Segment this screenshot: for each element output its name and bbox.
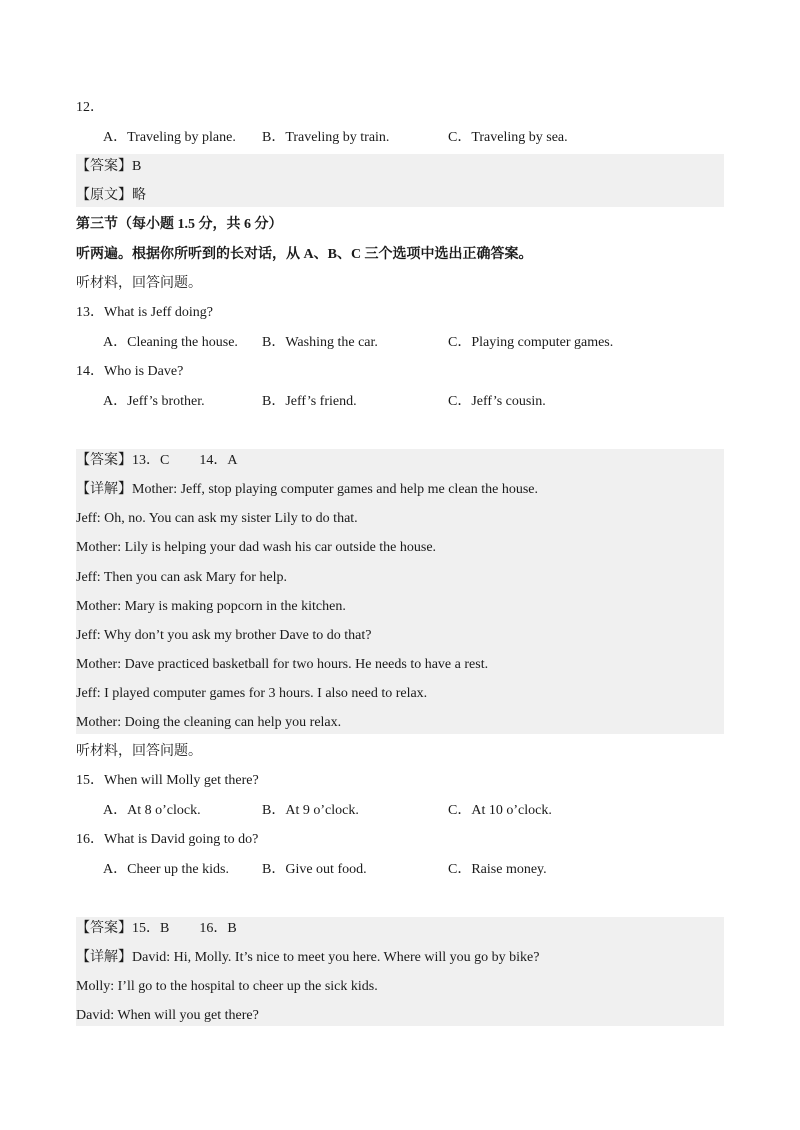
answer-15: 【答案】15．B bbox=[76, 921, 170, 936]
answer-13-14 bbox=[76, 451, 237, 471]
option-b: B．Give out food. bbox=[262, 862, 367, 877]
explain-line: Jeff: Why don’t you ask my brother Dave to do that? bbox=[76, 628, 372, 643]
explain-line: Jeff: Oh, no. You can ask my sister Lily to do that. bbox=[76, 511, 358, 526]
listening-intro-1: 听材料，回答问题。 bbox=[76, 276, 202, 291]
option-a: A．Cleaning the house. bbox=[103, 335, 238, 350]
option-c: C．Traveling by sea. bbox=[448, 130, 568, 145]
explain-line: Mother: Mary is making popcorn in the kitchen. bbox=[76, 599, 346, 614]
question-13-options bbox=[76, 333, 724, 353]
question-12-options bbox=[76, 128, 724, 148]
answer-16: 16．B bbox=[199, 921, 237, 936]
answer-13: 【答案】13．C bbox=[76, 453, 170, 468]
option-b: B．Washing the car. bbox=[262, 335, 378, 350]
answer-15-16 bbox=[76, 919, 237, 939]
explain-line: 【详解】David: Hi, Molly. It’s nice to meet you here. Where will you go by bike? bbox=[76, 950, 540, 965]
explain-line: 【详解】Mother: Jeff, stop playing computer games and help me clean the house. bbox=[76, 482, 539, 497]
section-instruction: 听两遍。根据你所听到的长对话，从 A、B、C 三个选项中选出正确答案。 bbox=[76, 247, 533, 262]
option-a: A．Traveling by plane. bbox=[103, 130, 236, 145]
explain-line: Jeff: I played computer games for 3 hours. I also need to relax. bbox=[76, 686, 428, 701]
option-a: A．Cheer up the kids. bbox=[103, 862, 229, 877]
option-a: A．Jeff’s brother. bbox=[103, 394, 205, 409]
question-15-options bbox=[76, 801, 724, 821]
option-b: B．At 9 o’clock. bbox=[262, 803, 359, 818]
question-15: 15．When will Molly get there? bbox=[76, 773, 259, 788]
answer-14: 14．A bbox=[199, 453, 238, 468]
question-13: 13．What is Jeff doing? bbox=[76, 305, 213, 320]
option-b: B．Traveling by train. bbox=[262, 130, 390, 145]
question-16: 16．What is David going to do? bbox=[76, 832, 259, 847]
explain-line: Mother: Doing the cleaning can help you relax. bbox=[76, 715, 342, 730]
answer-12: 【答案】B bbox=[76, 159, 142, 174]
option-c: C．Raise money. bbox=[448, 862, 547, 877]
explain-line: Mother: Lily is helping your dad wash his car outside the house. bbox=[76, 540, 437, 555]
option-c: C．Playing computer games. bbox=[448, 335, 614, 350]
question-14-options bbox=[76, 392, 724, 412]
source-12: 【原文】略 bbox=[76, 188, 146, 203]
option-a: A．At 8 o’clock. bbox=[103, 803, 201, 818]
question-16-options bbox=[76, 860, 724, 880]
listening-intro-2: 听材料，回答问题。 bbox=[76, 744, 202, 759]
option-c: C．At 10 o’clock. bbox=[448, 803, 552, 818]
explain-line: Molly: I’ll go to the hospital to cheer up the sick kids. bbox=[76, 979, 378, 994]
explain-line: David: When will you get there? bbox=[76, 1008, 259, 1023]
explain-line: Jeff: Then you can ask Mary for help. bbox=[76, 570, 287, 585]
option-c: C．Jeff’s cousin. bbox=[448, 394, 546, 409]
section-title: 第三节（每小题 1.5 分，共 6 分） bbox=[76, 217, 283, 232]
answer-box-12 bbox=[76, 154, 724, 207]
question-12-number: 12． bbox=[76, 100, 104, 115]
option-b: B．Jeff’s friend. bbox=[262, 394, 357, 409]
question-14: 14．Who is Dave? bbox=[76, 364, 184, 379]
explain-line: Mother: Dave practiced basketball for two hours. He needs to have a rest. bbox=[76, 657, 489, 672]
